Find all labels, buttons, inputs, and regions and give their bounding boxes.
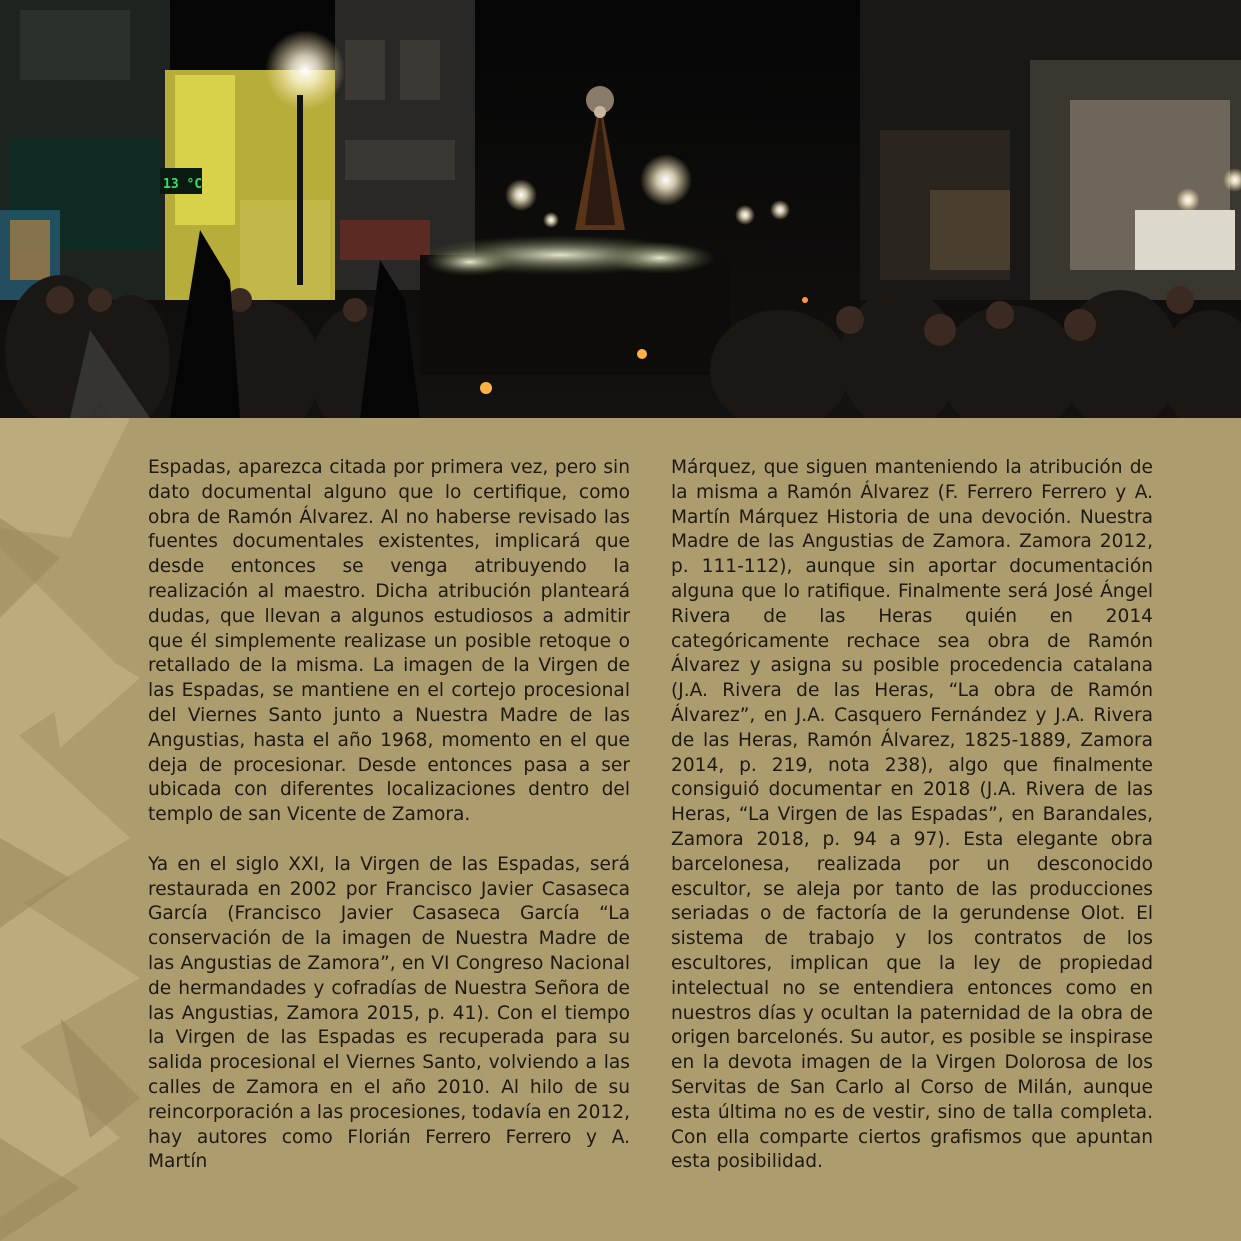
- article-column-left: [148, 456, 630, 1175]
- procession-photo: [0, 0, 1241, 418]
- thermometer-reading: 13 °C: [163, 177, 203, 192]
- paragraph: Ya en el siglo XXI, la Virgen de las Espadas, será restaurada en 2002 por Francisco Javier Casaseca García (Francisco Javier Casaseca García “La conservación de la imagen de Nuestra Madre de las Angustias de Zamora”, en VI Congreso Nacional de hermandades y cofradías de Nuestra Señora de las Angustias, Zamora 2015, p. 41). Con el tiempo la Virgen de las Espadas es recuperada para su salida procesional el Viernes Santo, volviendo a las calles de Zamora en el año 2010. Al hilo de su reincorporación a las procesiones, todavía en 2012, hay autores como Florián Ferrero Ferrero y A. Martín: [148, 853, 630, 1173]
- article-column-right: [671, 456, 1153, 1175]
- paragraph: Espadas, aparezca citada por primera vez, pero sin dato documental alguno que lo certifique, como obra de Ramón Álvarez. Al no haberse revisado las fuentes documentales existentes, implicará que desde entonces se venga atribuyendo la realización al maestro. Dicha atribución planteará dudas, que llevan a algunos estudiosos a admitir que él simplemente realizase un posible retoque o retallado de la misma. La imagen de la Virgen de las Espadas, se mantiene en el cortejo procesional del Viernes Santo junto a Nuestra Madre de las Angustias, hasta el año 1968, momento en el que deja de procesionar. Desde entonces pasa a ser ubicada con diferentes localizaciones dentro del templo de san Vicente de Zamora.: [148, 457, 630, 826]
- paragraph: Márquez, que siguen manteniendo la atribución de la misma a Ramón Álvarez (F. Ferrero Ferrero y A. Martín Márquez Historia de una devoción. Nuestra Madre de las Angustias de Zamora. Zamora 2012, p. 111-112), aunque sin aportar documentación alguna que lo ratifique. Finalmente será José Ángel Rivera de las Heras quién en 2014 categóricamente rechace sea obra de Ramón Álvarez y asigna su posible procedencia catalana (J.A. Rivera de las Heras, “La obra de Ramón Álvarez”, en J.A. Casquero Fernández y J.A. Rivera de las Heras, Ramón Álvarez, 1825-1889, Zamora 2014, p. 219, nota 238), algo que finalmente consiguió documentar en 2018 (J.A. Rivera de las Heras, “La Virgen de las Espadas”, en Barandales, Zamora 2018, p. 94 a 97). Esta elegante obra barcelonesa, realizada por un desconocido escultor, se aleja por tanto de las producciones seriadas o de factoría de la gerundense Olot. El sistema de trabajo y los contratos de los escultores, implican que la ley de propiedad intelectual no se entendiera entonces como en nuestros días y ocultan la paternidad de la obra de origen barcelonés. Su autor, es posible se inspirase en la devota imagen de la Virgen Dolorosa de los Servitas de San Carlo al Corso de Milán, aunque esta última no es de vestir, sino de talla completa. Con ella comparte ciertos grafismos que apuntan esta posibilidad.: [671, 457, 1153, 1173]
